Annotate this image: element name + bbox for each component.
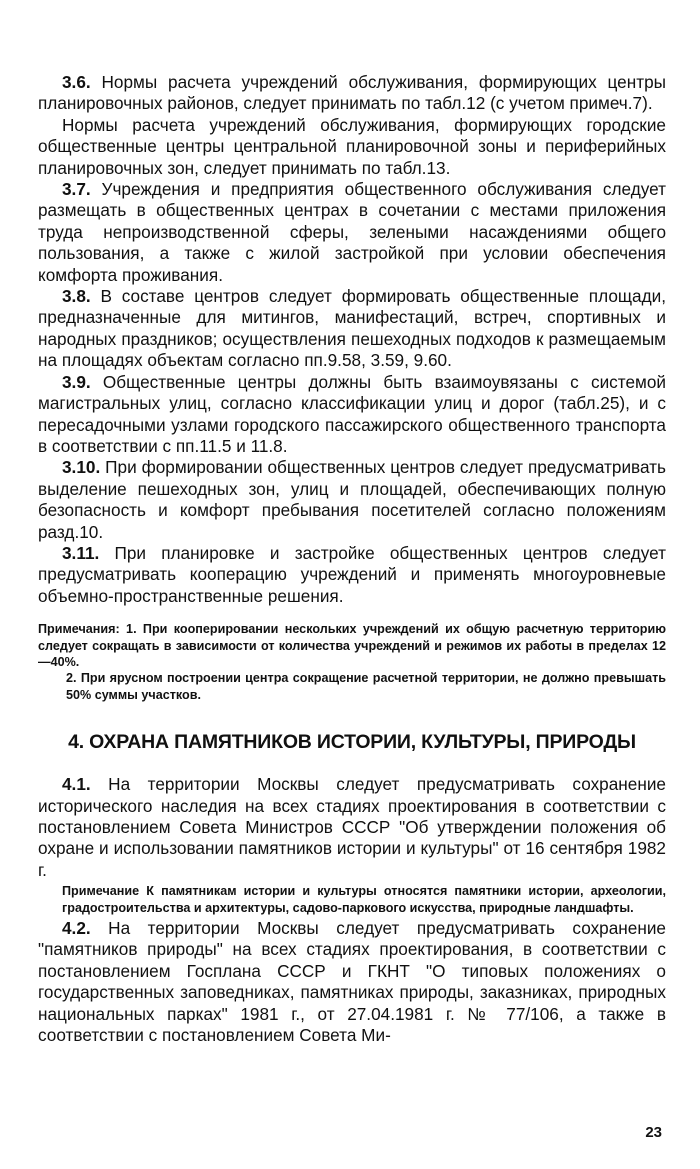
paragraph-3-11 [38, 543, 666, 607]
paragraph-text: На территории Москвы следует предусматривать сохранение исторического наследия на всех стадиях проектирования в соответствии с постановлением Совета Министров СССР "Об утверждении положения об охране и использовании памятников истории и культуры" от 16 сентября 1982 г. [38, 774, 666, 880]
paragraph-3-7 [38, 179, 666, 286]
section-heading: 4. ОХРАНА ПАМЯТНИКОВ ИСТОРИИ, КУЛЬТУРЫ, ПРИРОДЫ [68, 731, 636, 754]
paragraph-4-1 [38, 774, 666, 881]
note-text: 2. При ярусном построении центра сокращение расчетной территории, не должно превышать 50% суммы участков. [66, 671, 666, 702]
paragraph-text: На территории Москвы следует предусматривать сохранение "памятников природы" на всех стадиях проектирования, в соответствии с постановлением Госплана СССР и ГКНТ "О типовых положениях о государственных заповедниках, памятниках природы, заказниках, природных национальных парках" 1981 г., от 27.04.1981 г. № 77/106, а также в соответствии с постановлением Совета Ми- [38, 918, 666, 1046]
paragraph-text: При планировке и застройке общественных центров следует предусматривать кооперацию учреждений и применять многоуровневые объемно-пространственные решения. [38, 542, 666, 606]
paragraph-3-9 [38, 372, 666, 458]
page-number: 23 [645, 1124, 662, 1141]
document-page [38, 72, 666, 1046]
paragraph-number: 4.1. [62, 774, 91, 795]
paragraph-3-6 [38, 72, 666, 115]
paragraph-text: Нормы расчета учреждений обслуживания, формирующих центры планировочных районов, следует принимать по табл.12 (с учетом примеч.7). [38, 72, 666, 114]
paragraph-3-6-cont [38, 115, 666, 179]
paragraph-number: 3.9. [62, 371, 91, 392]
note-text: К памятникам истории и культуры относятся памятники истории, археологии, градостроительства и архитектуры, садово-паркового искусства, природные ландшафты. [62, 884, 666, 915]
paragraph-3-10 [38, 457, 666, 543]
paragraph-number: 3.7. [62, 179, 91, 200]
paragraph-text: Общественные центры должны быть взаимоувязаны с системой магистральных улиц, согласно классификации улиц и дорог (табл.25), и с пересадочными узлами городского пассажирского общественного транспорта в соответствии с пп.11.5 и 11.8. [38, 371, 666, 456]
notes-block [38, 621, 666, 703]
paragraph-4-2 [38, 918, 666, 1046]
paragraph-text: Нормы расчета учреждений обслуживания, формирующих городские общественные центры центральной планировочной зоны и периферийных планировочных зон, следует принимать по табл.13. [38, 114, 666, 178]
note-item-2 [38, 670, 666, 703]
paragraph-text: При формировании общественных центров следует предусматривать выделение пешеходных зон, улиц и площадей, обеспечивающих полную безопасность и комфорт пребывания посетителей согласно положениям разд.10. [38, 457, 666, 542]
paragraph-number: 3.10. [62, 457, 101, 478]
paragraph-text: В составе центров следует формировать общественные площади, предназначенные для митингов, манифестаций, встреч, спортивных и народных праздников; осуществления пешеходных подходов к размещаемым на площадях объектам согласно пп.9.58, 3.59, 9.60. [38, 286, 666, 371]
paragraph-number: 3.6. [62, 72, 91, 92]
note-block-2 [38, 883, 666, 916]
paragraph-3-8 [38, 286, 666, 372]
note-text: 1. При кооперировании нескольких учреждений их общую расчетную территорию следует сокращать в зависимости от количества учреждений и режимов их работы в пределах 12—40%. [38, 622, 666, 669]
paragraph-text: Учреждения и предприятия общественного обслуживания следует размещать в общественных центрах в сочетании с местами приложения труда непроизводственной сферы, зелеными насаждениями общего пользования, а также с жилой застройкой при условии обеспечения комфорта проживания. [38, 179, 666, 285]
paragraph-number: 3.11. [62, 542, 100, 563]
note-item-1 [38, 621, 666, 670]
paragraph-number: 4.2. [62, 918, 91, 939]
note-label: Примечание [62, 884, 140, 899]
paragraph-number: 3.8. [62, 286, 91, 307]
note-label: Примечания: [38, 622, 120, 637]
